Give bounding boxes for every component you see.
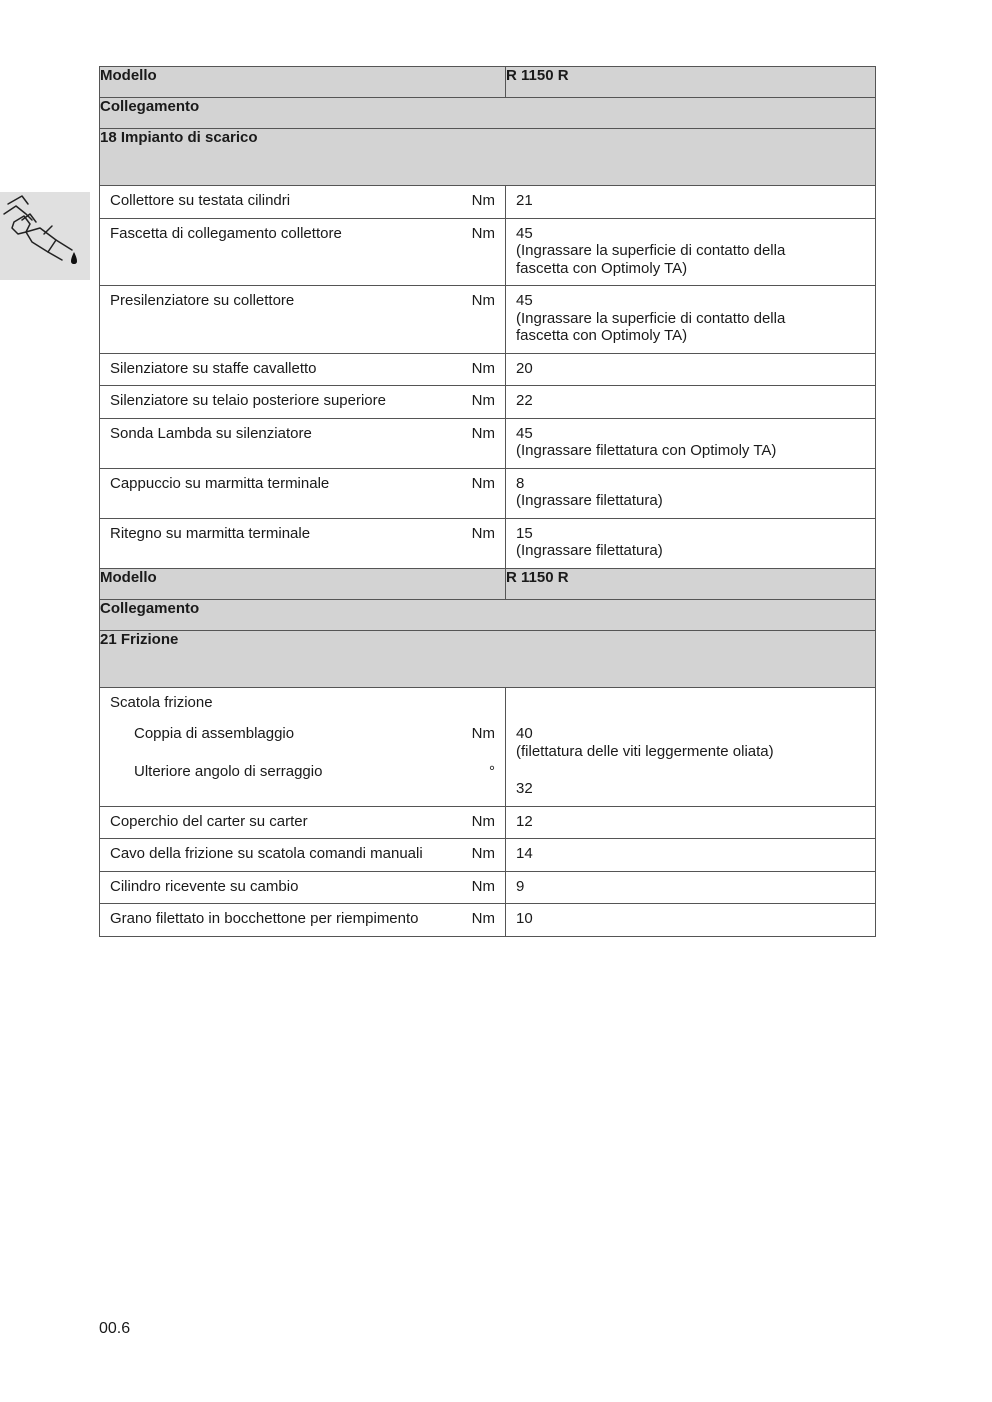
group-row	[100, 687, 876, 806]
row-value: 12	[516, 812, 533, 830]
row-value: 8	[516, 474, 525, 492]
row-unit: Nm	[471, 292, 495, 309]
table-row	[100, 904, 876, 937]
row-label: Cavo della frizione su scatola comandi manuali	[110, 845, 423, 862]
row-unit: Nm	[471, 910, 495, 927]
row-note: fascetta con Optimoly TA)	[516, 327, 688, 344]
table-row	[100, 871, 876, 904]
row-value: 32	[516, 780, 533, 797]
row-value: 15	[516, 524, 533, 542]
row-unit: Nm	[471, 524, 495, 542]
row-value: 40	[516, 725, 533, 742]
row-label: Collettore su testata cilindri	[110, 192, 291, 209]
row-label: Presilenziatore su collettore	[110, 292, 295, 309]
group-label: Scatola frizione	[110, 693, 213, 711]
row-unit: Nm	[471, 877, 495, 895]
row-note: (Ingrassare filettatura)	[516, 492, 663, 509]
table-row	[100, 418, 876, 468]
hand-oil-can-icon	[0, 192, 90, 280]
row-value: 45	[516, 224, 533, 242]
model-label: Modello	[100, 67, 506, 98]
row-note: (Ingrassare filettatura con Optimoly TA)	[516, 442, 777, 459]
section-side-tab	[0, 192, 90, 280]
row-unit: Nm	[471, 845, 495, 862]
table-row	[100, 839, 876, 872]
table-row	[100, 353, 876, 386]
row-value: 45	[516, 292, 533, 309]
row-value: 10	[516, 910, 533, 927]
table-row	[100, 218, 876, 286]
row-label: Sonda Lambda su silenziatore	[110, 424, 312, 442]
row-value: 22	[516, 392, 533, 409]
row-unit: °	[489, 762, 495, 780]
subrow	[100, 719, 505, 757]
row-label: Cappuccio su marmitta terminale	[110, 474, 330, 492]
section-title: 18 Impianto di scarico	[100, 129, 876, 186]
row-label: Cilindro ricevente su cambio	[110, 877, 299, 895]
row-note: (Ingrassare filettatura)	[516, 542, 663, 559]
connection-row	[100, 98, 876, 129]
table-row	[100, 386, 876, 419]
row-unit: Nm	[471, 192, 495, 209]
model-value: R 1150 R	[506, 568, 876, 599]
connection-label: Collegamento	[100, 599, 876, 630]
table-row	[100, 186, 876, 219]
row-label: Ritegno su marmitta terminale	[110, 524, 311, 542]
row-label: Grano filettato in bocchettone per riempimento	[110, 910, 419, 927]
section-title: 21 Frizione	[100, 630, 876, 687]
model-label: Modello	[100, 568, 506, 599]
table-row	[100, 286, 876, 354]
page-number: 00.6	[99, 1320, 131, 1337]
header-row	[100, 568, 876, 599]
row-note: (Ingrassare la superficie di contatto della	[516, 309, 786, 327]
connection-row	[100, 599, 876, 630]
header-row	[100, 67, 876, 98]
spec-table-exhaust	[99, 66, 876, 937]
row-unit: Nm	[471, 812, 495, 830]
row-unit: Nm	[471, 725, 495, 742]
subrow	[100, 757, 505, 789]
row-label: Ulteriore angolo di serraggio	[134, 762, 323, 780]
row-label: Coperchio del carter su carter	[110, 812, 308, 830]
model-value: R 1150 R	[506, 67, 876, 98]
row-value: 20	[516, 359, 533, 377]
row-value: 45	[516, 424, 533, 442]
row-value: 14	[516, 845, 533, 862]
row-note: fascetta con Optimoly TA)	[516, 259, 688, 277]
row-note: (Ingrassare la superficie di contatto della	[516, 242, 786, 259]
row-value: 9	[516, 877, 525, 895]
row-unit: Nm	[471, 224, 495, 242]
connection-label: Collegamento	[100, 98, 876, 129]
row-value: 21	[516, 192, 533, 209]
table-row	[100, 518, 876, 568]
row-label: Coppia di assemblaggio	[134, 725, 295, 742]
section-row	[100, 630, 876, 687]
section-row	[100, 129, 876, 186]
row-unit: Nm	[471, 474, 495, 492]
row-unit: Nm	[471, 424, 495, 442]
row-label: Silenziatore su telaio posteriore superiore	[110, 392, 386, 409]
table-row	[100, 468, 876, 518]
row-label: Silenziatore su staffe cavalletto	[110, 359, 317, 377]
table-row	[100, 806, 876, 839]
row-label: Fascetta di collegamento collettore	[110, 224, 342, 242]
row-unit: Nm	[471, 392, 495, 409]
row-note: (filettatura delle viti leggermente oliata)	[516, 742, 774, 760]
row-unit: Nm	[471, 359, 495, 377]
